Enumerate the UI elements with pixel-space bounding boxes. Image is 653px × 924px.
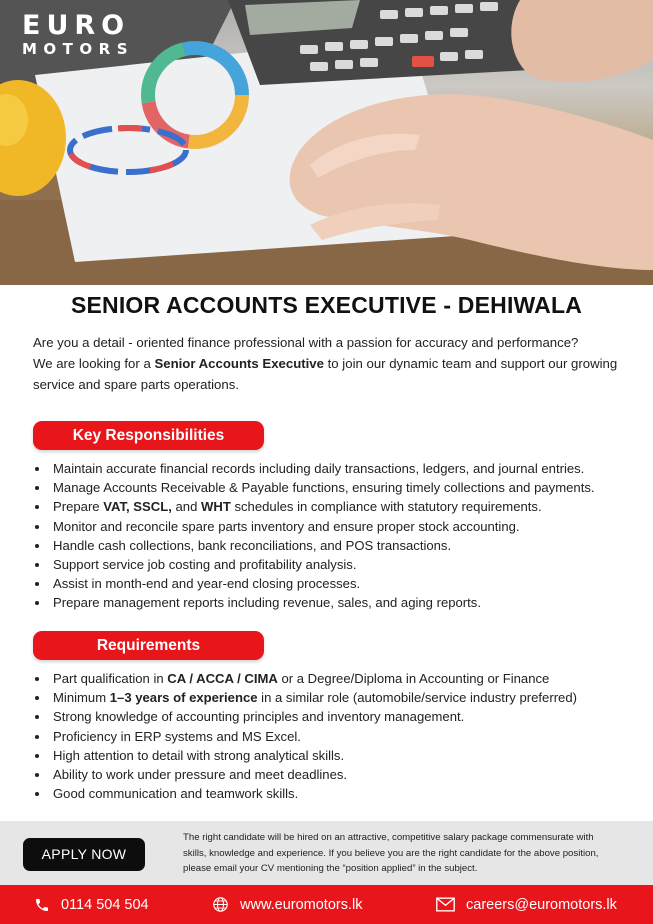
list-item: Support service job costing and profitability analysis. [33,555,643,574]
apply-text-line: skills, knowledge and experience. If you believe you are the right candidate for the above position, [183,847,599,859]
intro-line: service and spare parts operations. [33,377,239,392]
apply-instructions [183,830,638,877]
list-item: Maintain accurate financial records including daily transactions, ledgers, and journal entries. [33,459,643,478]
responsibilities-list [33,459,643,613]
phone-number: 0114 504 504 [61,896,149,913]
intro-text: to join our dynamic team and support our growing [323,356,618,371]
apply-section [0,821,653,885]
item-text: in a similar role (automobile/service industry preferred) [257,690,577,706]
list-item [33,688,643,707]
envelope-icon [436,897,455,912]
apply-text-line: please email your CV mentioning the “position applied” in the subject. [183,863,478,874]
website-contact[interactable] [212,885,362,924]
item-text: Minimum [53,690,110,706]
email-contact[interactable] [436,885,617,924]
intro-position-highlight: Senior Accounts Executive [154,356,324,371]
item-text: Part qualification in [53,671,168,686]
item-bold-text: VAT, SSCL, [103,499,172,515]
phone-icon [34,897,50,913]
list-item: High attention to detail with strong analytical skills. [33,746,643,765]
list-item: Strong knowledge of accounting principles and inventory management. [33,707,643,726]
list-item: Ability to work under pressure and meet deadlines. [33,765,643,784]
list-item [33,497,643,516]
list-item: Handle cash collections, bank reconciliations, and POS transactions. [33,536,643,555]
contact-footer [0,885,653,924]
phone-contact[interactable] [34,885,149,924]
apply-text-line: The right candidate will be hired on an attractive, competitive salary package commensurate with [183,832,594,843]
intro-text: We are looking for a [33,356,155,371]
requirements-list [33,669,643,803]
item-text: or a Degree/Diploma in Accounting or Finance [277,671,550,686]
hero-photo [0,0,653,285]
apply-now-button[interactable]: APPLY NOW [23,838,145,871]
website-link: www.euromotors.lk [240,896,363,913]
intro-paragraph [33,332,638,395]
list-item: Proficiency in ERP systems and MS Excel. [33,727,643,746]
list-item: Good communication and teamwork skills. [33,784,643,803]
item-bold-text: WHT [201,499,231,515]
globe-icon [212,896,229,913]
euro-motors-logo [22,12,167,57]
item-text: Prepare [53,499,104,515]
intro-line: Are you a detail - oriented finance professional with a passion for accuracy and performance? [33,335,579,350]
list-item: Monitor and reconcile spare parts inventory and ensure proper stock accounting. [33,517,643,536]
item-text: and [171,499,201,515]
responsibilities-heading: Key Responsibilities [33,421,264,450]
list-item: Manage Accounts Receivable & Payable functions, ensuring timely collections and payments. [33,478,643,497]
email-address: careers@euromotors.lk [466,896,617,913]
job-title: SENIOR ACCOUNTS EXECUTIVE - DEHIWALA [70,292,583,318]
item-bold-text: 1–3 years of experience [109,690,258,706]
item-bold-text: CA / ACCA / CIMA [167,671,278,686]
intro-line [33,353,638,374]
logo-line-euro: EURO [22,10,131,41]
list-item [33,669,643,688]
list-item: Prepare management reports including revenue, sales, and aging reports. [33,593,643,612]
list-item: Assist in month-end and year-end closing processes. [33,574,643,593]
item-text: schedules in compliance with statutory requirements. [230,499,542,515]
requirements-heading: Requirements [33,631,264,660]
logo-line-motors: MOTORS [22,40,135,58]
